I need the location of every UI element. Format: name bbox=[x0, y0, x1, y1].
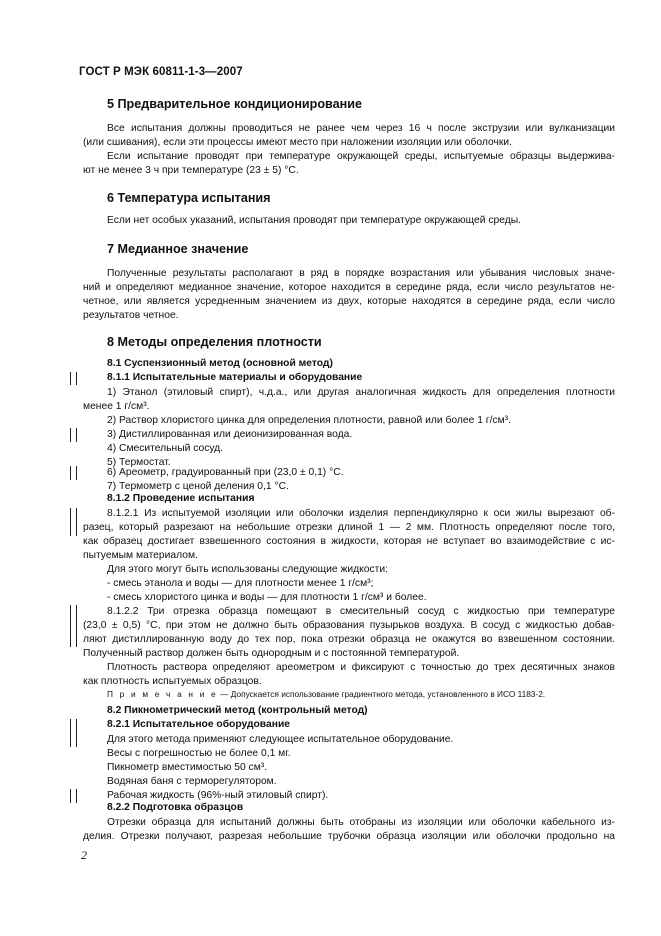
section-6-heading: 6 Температура испытания bbox=[107, 191, 271, 205]
change-bar bbox=[70, 789, 77, 803]
item-3: 3) Дистиллированная или деионизированная вода. bbox=[107, 429, 353, 440]
equipment-2: Пикнометр вместимостью 50 см³. bbox=[107, 762, 268, 773]
liquids-intro: Для этого могут быть использованы следующие жидкости: bbox=[107, 564, 388, 575]
page-number: 2 bbox=[81, 848, 87, 862]
s5-paragraph-2-line-1: Если испытание проводят при температуре окружающей среды, испытуемые образцы выдержива- bbox=[107, 151, 615, 162]
equipment-4: Рабочая жидкость (96%-ный этиловый спирт). bbox=[107, 790, 329, 801]
p-8-1-2-1-line-4: пытуемым материалом. bbox=[83, 550, 198, 561]
note-label: П р и м е ч а н и е bbox=[107, 689, 218, 699]
subsection-8-2-1-heading: 8.2.1 Испытательное оборудование bbox=[107, 719, 290, 730]
change-bar bbox=[70, 605, 77, 647]
density-line-2: как плотность испытуемых образцов. bbox=[83, 676, 262, 687]
s6-paragraph: Если нет особых указаний, испытания проводят при температуре окружающей среды. bbox=[107, 215, 521, 226]
p-8-1-2-2-line-4: Полученный раствор должен быть однородным и с постоянной температурой. bbox=[83, 648, 460, 659]
subsection-8-2-heading: 8.2 Пикнометрический метод (контрольный метод) bbox=[107, 705, 368, 716]
p-8-1-2-2-line-1: 8.1.2.2 Три отрезка образца помещают в смесительный сосуд с жидкостью при температуре bbox=[107, 606, 615, 617]
section-7-heading: 7 Медианное значение bbox=[107, 242, 249, 256]
density-line-1: Плотность раствора определяют ареометром и фиксируют с точностью до трех десятичных знаков bbox=[107, 662, 615, 673]
item-1-line-1: 1) Этанол (этиловый спирт), ч.д.а., или другая аналогичная жидкость для определения плотности bbox=[107, 387, 615, 398]
change-bar bbox=[70, 466, 77, 480]
equipment-intro: Для этого метода применяют следующее испытательное оборудование. bbox=[107, 734, 454, 745]
s5-paragraph-1-line-1: Все испытания должны проводиться не ранее чем через 16 ч после экструзии или вулканизации bbox=[107, 123, 615, 134]
p-8-1-2-1-line-2: разец, который разрезают на небольшие отрезки длиной 1 — 2 мм. Плотность определяют после того, bbox=[83, 522, 615, 533]
p-8-1-2-2-line-2: (23,0 ± 0,5) °С, при этом не должно быть образования пузырьков воздуха. В сосуд с жидкостью добав- bbox=[83, 620, 615, 631]
note bbox=[107, 689, 545, 699]
preparation-line-2: делия. Отрезки получают, разрезая небольшие трубочки образца изоляции или оболочки продольно на bbox=[83, 831, 615, 842]
s7-line-1: Полученные результаты располагают в ряд в порядке возрастания или убывания числовых значе- bbox=[107, 268, 615, 279]
p-8-1-2-2-line-3: ляют дистиллированную воду до тех пор, пока отрезки образца не окажутся во взвешенном состоянии. bbox=[83, 634, 615, 645]
note-text: — Допускается использование градиентного метода, установленного в ИСО 1183-2. bbox=[217, 689, 546, 699]
document-header: ГОСТ Р МЭК 60811-1-3—2007 bbox=[79, 66, 243, 78]
equipment-1: Весы с погрешностью не более 0,1 мг. bbox=[107, 748, 291, 759]
item-5: 5) Термостат. bbox=[107, 457, 171, 468]
item-4: 4) Смесительный сосуд. bbox=[107, 443, 224, 454]
item-1-line-2: менее 1 г/см³. bbox=[83, 401, 150, 412]
section-8-heading: 8 Методы определения плотности bbox=[107, 335, 322, 349]
s7-line-4: результатов четное. bbox=[83, 310, 179, 321]
item-2: 2) Раствор хлористого цинка для определения плотности, равной или более 1 г/см³. bbox=[107, 415, 511, 426]
change-bar bbox=[70, 372, 77, 385]
item-7: 7) Термометр с ценой деления 0,1 °С. bbox=[107, 481, 289, 492]
subsection-8-1-2-heading: 8.1.2 Проведение испытания bbox=[107, 493, 255, 504]
change-bar bbox=[70, 428, 77, 442]
equipment-3: Водяная баня с терморегулятором. bbox=[107, 776, 277, 787]
section-5-heading: 5 Предварительное кондиционирование bbox=[107, 97, 362, 111]
s5-paragraph-2-line-2: ют не менее 3 ч при температуре (23 ± 5) °С. bbox=[83, 165, 299, 176]
s5-paragraph-1-line-2: (или сшивания), если эти процессы имеют место при наложении изоляции или оболочки. bbox=[83, 137, 512, 148]
change-bar bbox=[70, 719, 77, 747]
s7-line-2: ний и определяют медианное значение, которое находится в середине ряда, если число результатов не- bbox=[83, 282, 615, 293]
subsection-8-2-2-heading: 8.2.2 Подготовка образцов bbox=[107, 802, 244, 813]
p-8-1-2-1-line-1: 8.1.2.1 Из испытуемой изоляции или оболочки изделия перпендикулярно к оси жилы вырезают об- bbox=[107, 508, 615, 519]
subsection-8-1-heading: 8.1 Суспензионный метод (основной метод) bbox=[107, 358, 333, 369]
liquid-1: - смесь этанола и воды — для плотности менее 1 г/см³; bbox=[107, 578, 374, 589]
item-6: 6) Ареометр, градуированный при (23,0 ± 0,1) °С. bbox=[107, 467, 344, 478]
s7-line-3: четное, или является усредненным значением из двух, которые находятся в середине ряда, если число bbox=[83, 296, 615, 307]
p-8-1-2-1-line-3: как образец достигает взвешенного состояния в жидкости, которая не вступает во взаимодействие с ис- bbox=[83, 536, 615, 547]
liquid-2: - смесь хлористого цинка и воды — для плотности 1 г/см³ и более. bbox=[107, 592, 427, 603]
subsection-8-1-1-heading: 8.1.1 Испытательные материалы и оборудование bbox=[107, 372, 363, 383]
change-bar bbox=[70, 508, 77, 536]
preparation-line-1: Отрезки образца для испытаний должны быть отобраны из изоляции или оболочки кабельного из- bbox=[107, 817, 615, 828]
